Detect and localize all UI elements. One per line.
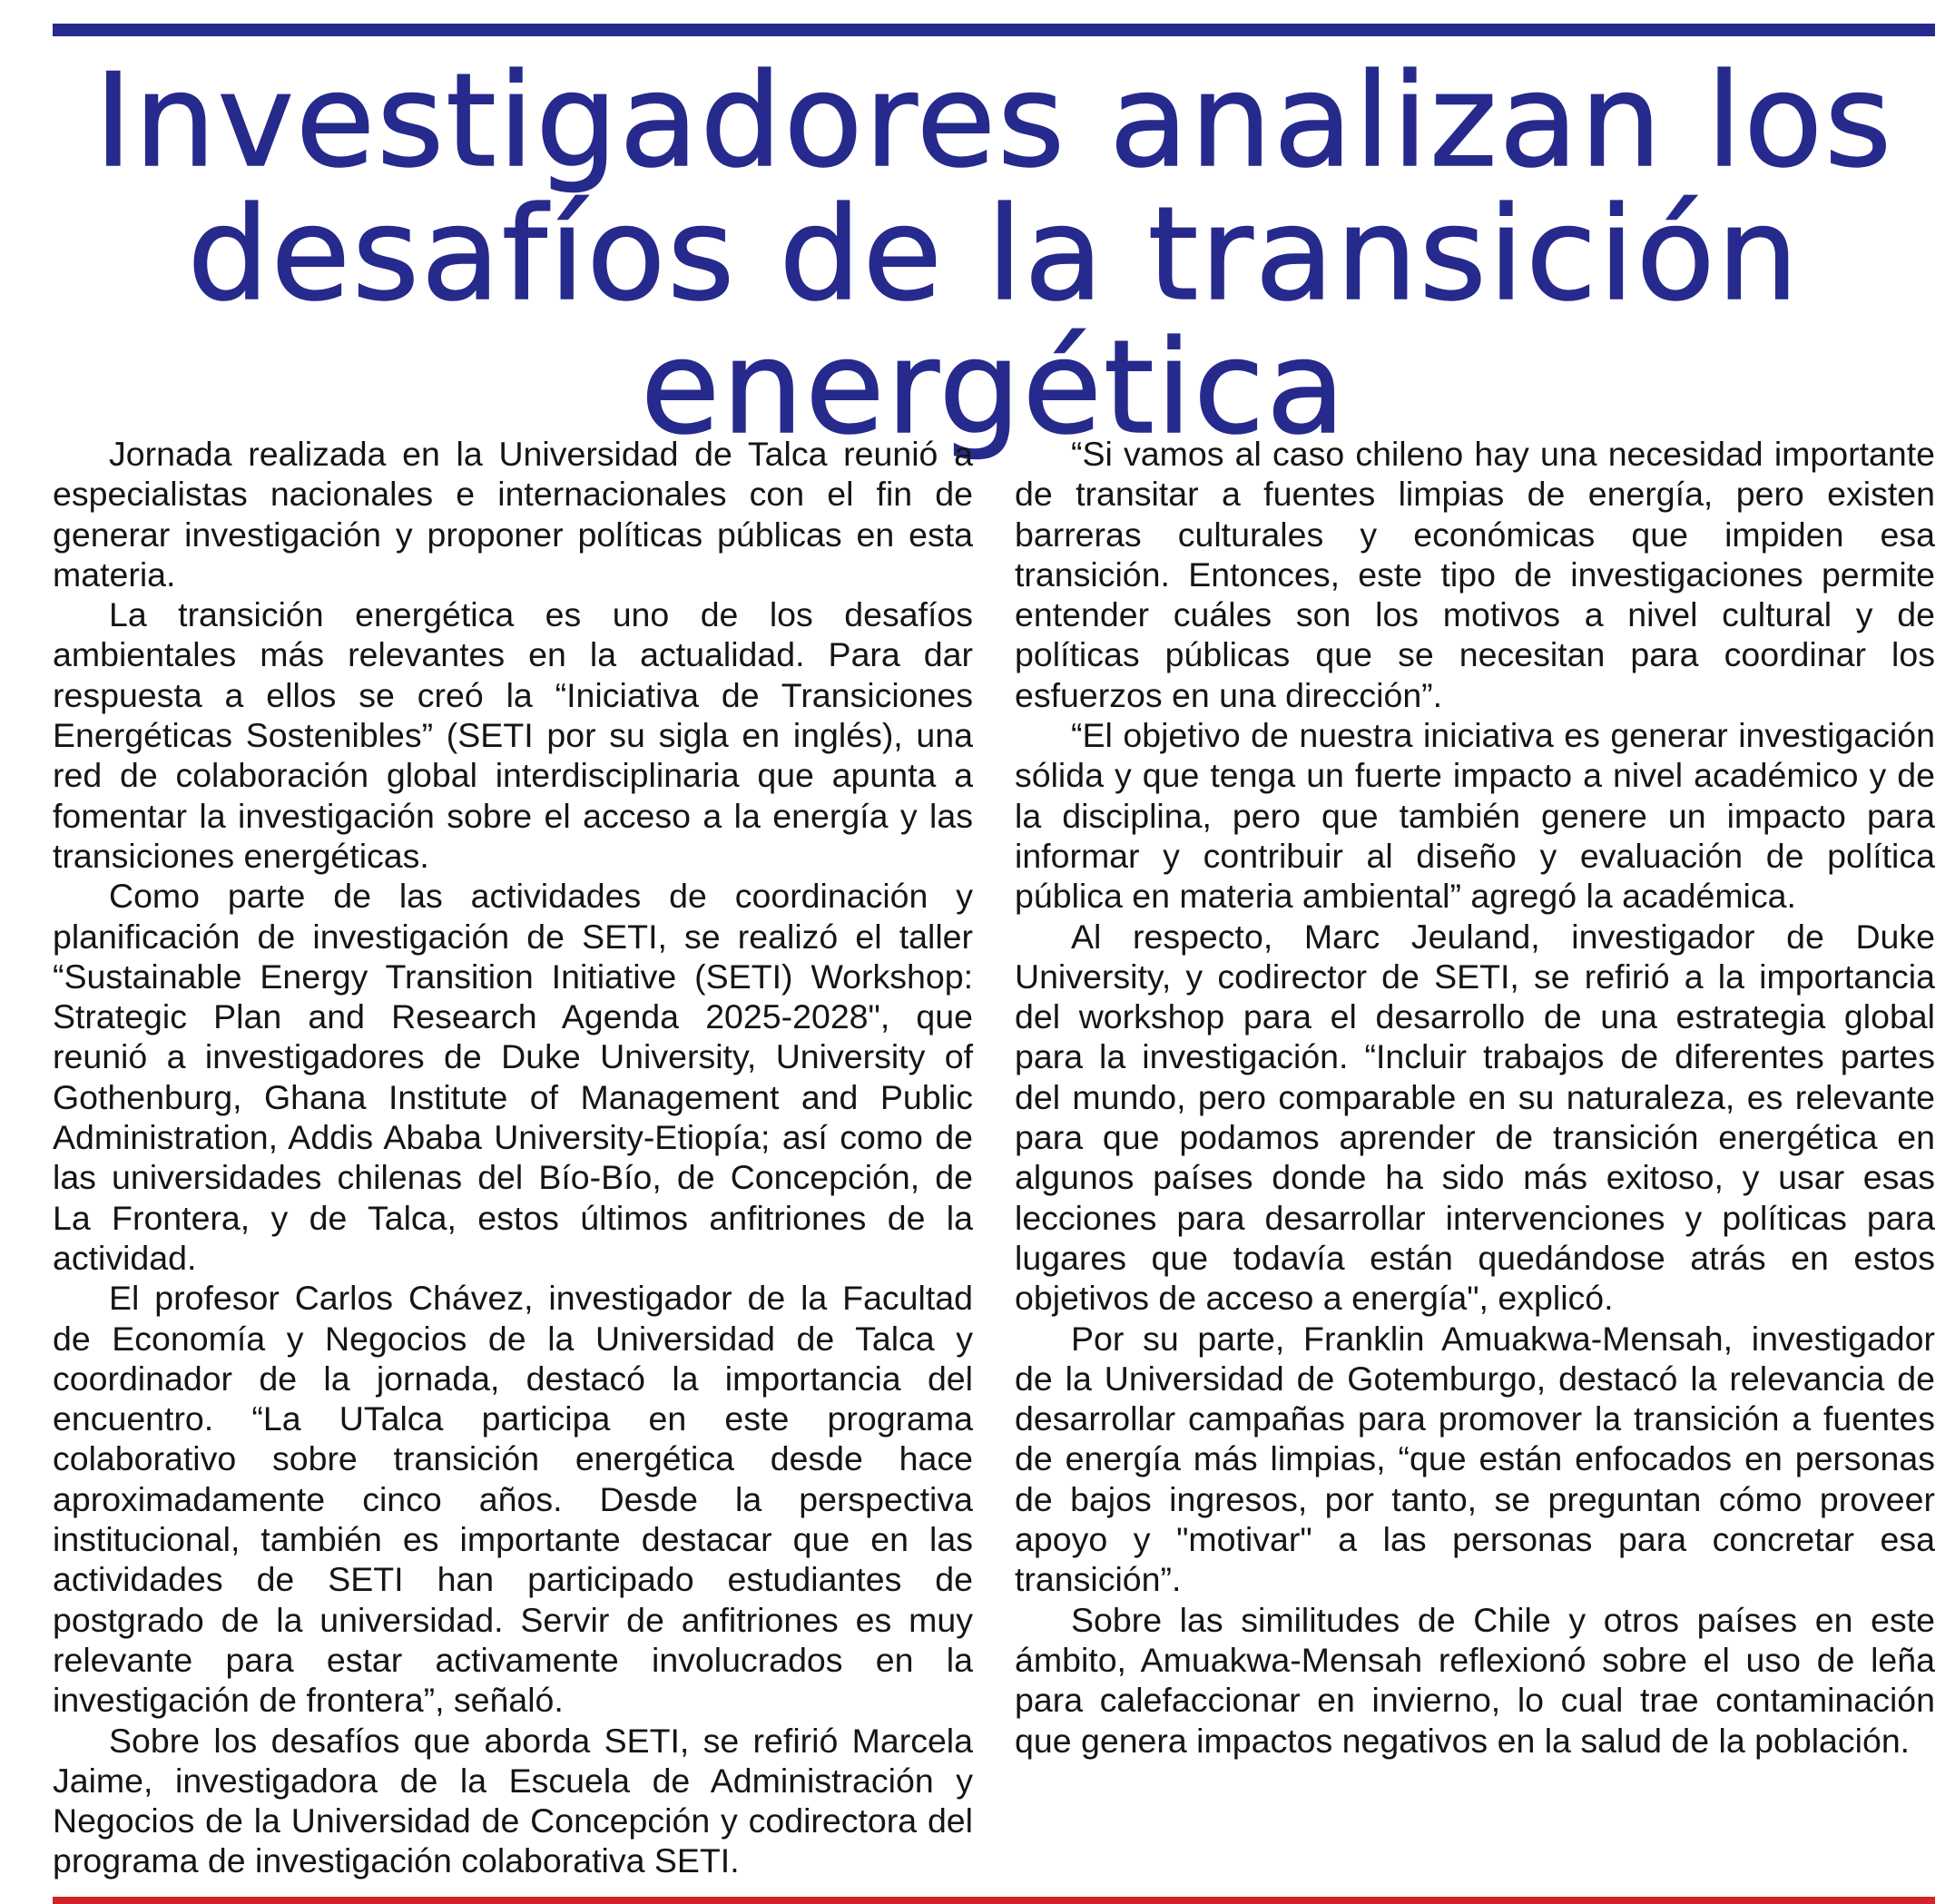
- paragraph: La transición energética es uno de los desafíos ambientales más relevantes en la actualidad. Para dar respuesta a ellos se creó la “Iniciativa de Transiciones Energéticas Sostenibles” (SETI por su sigla en inglés), una red de colaboración global interdisciplinaria que apunta a fomentar la investigación sobre el acceso a la energía y las transiciones energéticas.: [53, 595, 973, 875]
- bottom-divider-rule: [53, 1897, 1935, 1904]
- headline-line-3: energética: [640, 313, 1348, 463]
- paragraph: Por su parte, Franklin Amuakwa-Mensah, investigador de la Universidad de Gotemburgo, destacó la relevancia de desarrollar campañas para promover la transición a fuentes de energía más limpias, “que están enfocados en personas de bajos ingresos, por tanto, se preguntan cómo proveer apoyo y "motivar" a las personas para concretar esa transición”.: [1015, 1319, 1935, 1599]
- paragraph: Sobre las similitudes de Chile y otros países en este ámbito, Amuakwa-Mensah reflexionó sobre el uso de leña para calefaccionar en invierno, lo cual trae contaminación que genera impactos negativos en la salud de la población.: [1015, 1600, 1935, 1760]
- paragraph: El profesor Carlos Chávez, investigador de la Facultad de Economía y Negocios de la Universidad de Talca y coordinador de la jornada, destacó la importancia del encuentro. “La UTalca participa en este programa colaborativo sobre transición energética desde hace aproximadamente cinco años. Desde la perspectiva institucional, también es importante destacar que en las actividades de SETI han participado estudiantes de postgrado de la universidad. Servir de anfitriones es muy relevante para estar activamente involucrados en la investigación de frontera”, señaló.: [53, 1279, 973, 1720]
- article-body: [53, 434, 1935, 1879]
- headline-line-2: desafíos de la transición: [187, 180, 1801, 329]
- paragraph: Al respecto, Marc Jeuland, investigador de Duke University, y codirector de SETI, se refirió a la importancia del workshop para el desarrollo de una estrategia global para la investigación. “Incluir trabajos de diferentes partes del mundo, pero comparable en su naturaleza, es relevante para que podamos aprender de transición energética en algunos países donde ha sido más exitoso, y usar esas lecciones para desarrollar intervenciones y políticas para lugares que todavía están quedándose atrás en estos objetivos de acceso a energía", explicó.: [1015, 917, 1935, 1318]
- paragraph: Sobre los desafíos que aborda SETI, se refirió Marcela Jaime, investigadora de la Escuela de Administración y Negocios de la Universidad de Concepción y codirectora del programa de investigación colaborativa SETI.: [53, 1721, 973, 1880]
- paragraph-lead: Jornada realizada en la Universidad de Talca reunió a especialistas nacionales e internacionales con el fin de generar investigación y proponer políticas públicas en esta materia.: [53, 435, 973, 594]
- headline-line-1: Investigadores analizan los: [93, 46, 1894, 196]
- right-column: [1015, 434, 1935, 1879]
- paragraph: Como parte de las actividades de coordinación y planificación de investigación de SETI, se realizó el taller “Sustainable Energy Transition Initiative (SETI) Workshop: Strategic Plan and Research Agenda 2025-2028", que reunió a investigadores de Duke University, University of Gothenburg, Ghana Institute of Management and Public Administration, Addis Ababa University-Etiopía; así como de las universidades chilenas del Bío-Bío, de Concepción, de La Frontera, y de Talca, estos últimos anfitriones de la actividad.: [53, 877, 973, 1277]
- article-headline: [53, 46, 1935, 463]
- left-column: [53, 434, 973, 1879]
- top-divider-rule: [53, 24, 1935, 36]
- paragraph: “Si vamos al caso chileno hay una necesidad importante de transitar a fuentes limpias de energía, pero existen barreras culturales y económicas que impiden esa transición. Entonces, este tipo de investigaciones permite entender cuáles son los motivos a nivel cultural y de políticas públicas que se necesitan para coordinar los esfuerzos en una dirección”.: [1015, 435, 1935, 714]
- paragraph: “El objetivo de nuestra iniciativa es generar investigación sólida y que tenga un fuerte impacto a nivel académico y de la disciplina, pero que también genere un impacto para informar y contribuir al diseño y evaluación de política pública en materia ambiental” agregó la académica.: [1015, 716, 1935, 916]
